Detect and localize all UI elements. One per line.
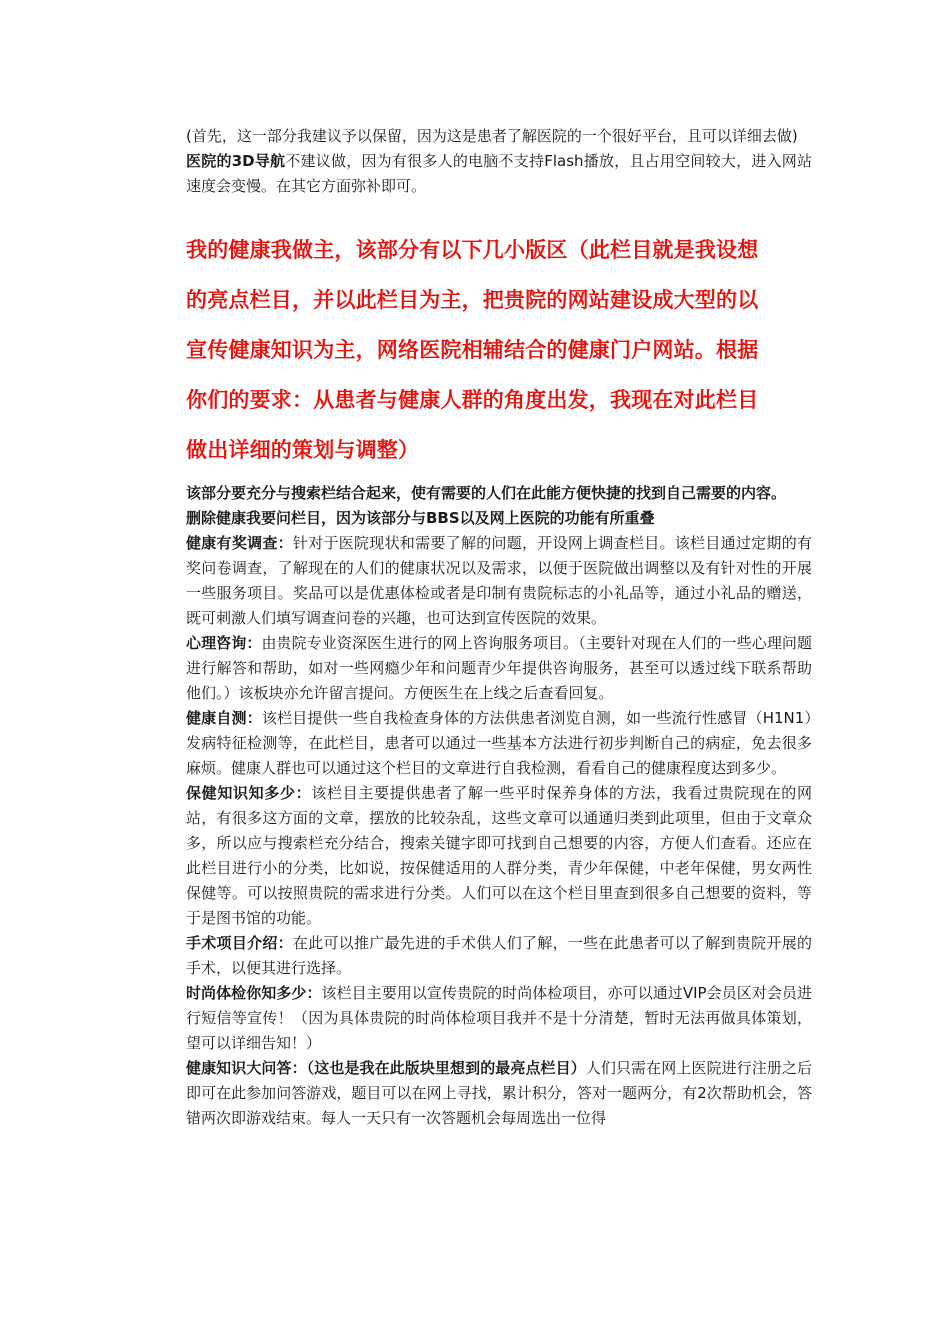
section-checkup bbox=[186, 981, 812, 1056]
section-title: 健康自测： bbox=[186, 709, 262, 727]
headline-line-4: 你们的要求：从患者与健康人群的角度出发，我现在对此栏目 bbox=[186, 388, 759, 412]
headline-line-1: 我的健康我做主，该部分有以下几小版区（此栏目就是我设想 bbox=[186, 238, 759, 262]
section-body: 针对于医院现状和需要了解的问题，开设网上调查栏目。该栏目通过定期的有奖问卷调查，了解现在的人们的健康状况以及需求，以便于医院做出调整以及有针对性的开展一些服务项目。奖品可以是优惠体检或者是印制有贵院标志的小礼品等，通过小礼品的赠送，既可刺激人们填写调查问卷的兴趣，也可达到宣传医院的效果。 bbox=[186, 534, 812, 627]
section-counseling bbox=[186, 631, 812, 706]
section-body: 该栏目主要用以宣传贵院的时尚体检项目，亦可以通过VIP会员区对会员进行短信等宣传！（因为具体贵院的时尚体检项目我并不是十分清楚，暂时无法再做具体策划，望可以详细告知！） bbox=[186, 984, 812, 1052]
section-body: 该栏目主要提供患者了解一些平时保养身体的方法，我看过贵院现在的网站，有很多这方面的文章，摆放的比较杂乱，这些文章可以通通归类到此项里，但由于文章众多，所以应与搜索栏充分结合，搜索关键字即可找到自己想要的内容，方便人们查看。还应在此栏目进行小的分类，比如说，按保健适用的人群分类，青少年保健，中老年保健，男女两性保健等。可以按照贵院的需求进行分类。人们可以在这个栏目里查到很多自己想要的资料，等于是图书馆的功能。 bbox=[186, 784, 812, 927]
section-title: 保健知识知多少： bbox=[186, 784, 312, 802]
section-body: 人们只需在网上医院进行注册之后即可在此参加问答游戏，题目可以在网上寻找，累计积分，答对一题两分，有2次帮助机会，答错两次即游戏结束。每人一天只有一次答题机会每周选出一位得 bbox=[186, 1059, 812, 1127]
headline-block bbox=[186, 225, 812, 475]
note-search-integration: 该部分要充分与搜索栏结合起来，使有需要的人们在此能方便快捷的找到自己需要的内容。 bbox=[186, 484, 787, 502]
section-title: 时尚体检你知多少： bbox=[186, 984, 322, 1002]
intro-paragraph-1: (首先，这一部分我建议予以保留，因为这是患者了解医院的一个很好平台，且可以详细去做) bbox=[186, 127, 798, 145]
section-title: 心理咨询： bbox=[186, 634, 262, 652]
document-page bbox=[186, 124, 812, 1131]
headline-line-2: 的亮点栏目，并以此栏目为主，把贵院的网站建设成大型的以 bbox=[186, 288, 759, 312]
intro-3d-nav-term: 医院的3D导航 bbox=[186, 152, 286, 170]
note-delete-column: 删除健康我要问栏目，因为该部分与BBS以及网上医院的功能有所重叠 bbox=[186, 509, 655, 527]
section-title: 健康有奖调查： bbox=[186, 534, 293, 552]
section-self-test bbox=[186, 706, 812, 781]
section-body: 该栏目提供一些自我检查身体的方法供患者浏览自测，如一些流行性感冒（H1N1）发病特征检测等，在此栏目，患者可以通过一些基本方法进行初步判断自己的病症，免去很多麻烦。健康人群也可以通过这个栏目的文章进行自我检测，看看自己的健康程度达到多少。 bbox=[186, 709, 812, 777]
intro-paragraph-2 bbox=[186, 149, 812, 199]
section-survey bbox=[186, 531, 812, 631]
section-title: 健康知识大问答：（这也是我在此版块里想到的最亮点栏目） bbox=[186, 1059, 586, 1077]
intro-3d-nav-text: 不建议做，因为有很多人的电脑不支持Flash播放，且占用空间较大，进入网站速度会变慢。在其它方面弥补即可。 bbox=[186, 152, 813, 195]
headline-line-5: 做出详细的策划与调整） bbox=[186, 438, 420, 462]
section-body: 由贵院专业资深医生进行的网上咨询服务项目。（主要针对现在人们的一些心理问题进行解答和帮助，如对一些网瘾少年和问题青少年提供咨询服务，甚至可以透过线下联系帮助他们。）该板块亦允许留言提问。方便医生在上线之后查看回复。 bbox=[186, 634, 812, 702]
section-title: 手术项目介绍： bbox=[186, 934, 293, 952]
section-health-knowledge bbox=[186, 781, 812, 931]
section-quiz bbox=[186, 1056, 812, 1131]
headline-line-3: 宣传健康知识为主，网络医院相辅结合的健康门户网站。根据 bbox=[186, 338, 759, 362]
section-body: 在此可以推广最先进的手术供人们了解，一些在此患者可以了解到贵院开展的手术，以便其进行选择。 bbox=[186, 934, 812, 977]
section-surgery bbox=[186, 931, 812, 981]
